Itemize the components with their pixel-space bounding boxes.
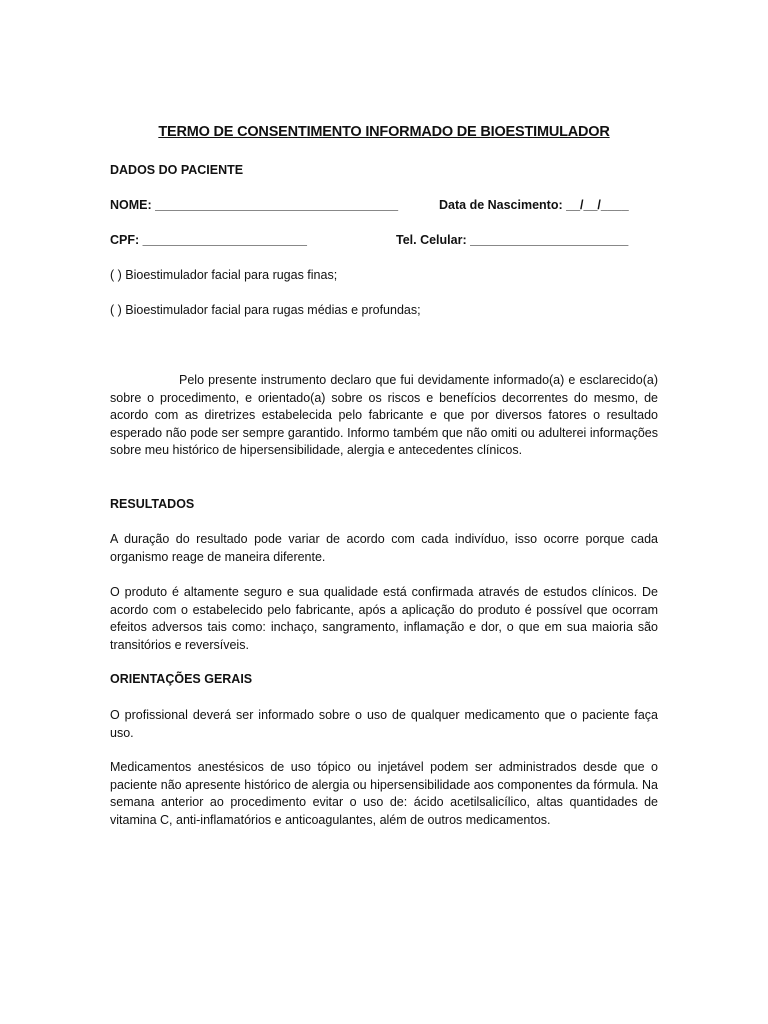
document-page xyxy=(110,0,658,1024)
name-birth-row xyxy=(110,198,658,216)
intro-paragraph: Pelo presente instrumento declaro que fui devidamente informado(a) e esclarecido(a) sobre o procedimento, e orientado(a) sobre os riscos e benefícios decorrentes do mesmo, de acordo com as diretrizes estabelecida pelo fabricante e que por diversos fatores o resultado esperado não pode ser sempre garantido. Informo também que não omiti ou adulterei informações sobre meu histórico de hipersensibilidade, alergia e antecedentes clínicos. xyxy=(110,373,658,458)
phone-field-group xyxy=(396,233,627,247)
option-medium-deep-wrinkles[interactable]: ( ) Bioestimulador facial para rugas médias e profundas; xyxy=(110,303,421,317)
name-field-group xyxy=(110,198,397,212)
birth-date-field-group xyxy=(439,198,629,212)
results-heading: RESULTADOS xyxy=(110,497,195,511)
document-title: TERMO DE CONSENTIMENTO INFORMADO DE BIOESTIMULADOR xyxy=(158,124,610,140)
patient-data-heading: DADOS DO PACIENTE xyxy=(110,163,244,177)
results-paragraph-2: O produto é altamente seguro e sua qualidade está confirmada através de estudos clínicos. De acordo com o estabelecido pelo fabricante, após a aplicação do produto é possível que ocorram efeitos adversos tais como: inchaço, sangramento, inflamação e dor, o que em sua maioria são transitórios e reversíveis. xyxy=(110,585,658,652)
phone-blank[interactable]: __________________________ xyxy=(470,233,628,247)
cpf-field-group xyxy=(110,233,306,247)
results-paragraph-1: A duração do resultado pode variar de acordo com cada indivíduo, isso ocorre porque cada organismo reage de maneira diferente. xyxy=(110,532,658,564)
cpf-label: CPF: xyxy=(110,233,140,247)
cpf-blank[interactable]: ___________________________ xyxy=(142,233,307,247)
general-paragraph-2: Medicamentos anestésicos de uso tópico ou injetável podem ser administrados desde que o paciente não apresente histórico de alergia ou hipersensibilidade aos componentes da fórmula. Na semana anterior ao procedimento evitar o uso de: ácido acetilsalicílico, altas quantidades de vitamina C, anti-inflamatórios e anticoagulantes, além de outros medicamentos. xyxy=(110,760,658,827)
name-blank[interactable]: ________________________________________ xyxy=(155,198,398,212)
birth-date-blank[interactable]: __/__/____ xyxy=(566,198,629,212)
birth-date-label: Data de Nascimento: xyxy=(439,198,563,212)
option-fine-wrinkles[interactable]: ( ) Bioestimulador facial para rugas finas; xyxy=(110,268,338,282)
general-paragraph-1: O profissional deverá ser informado sobre o uso de qualquer medicamento que o paciente faça uso. xyxy=(110,708,658,740)
cpf-phone-row xyxy=(110,233,658,251)
name-label: NOME: xyxy=(110,198,152,212)
general-guidelines-heading: ORIENTAÇÕES GERAIS xyxy=(110,672,253,686)
phone-label: Tel. Celular: xyxy=(396,233,467,247)
